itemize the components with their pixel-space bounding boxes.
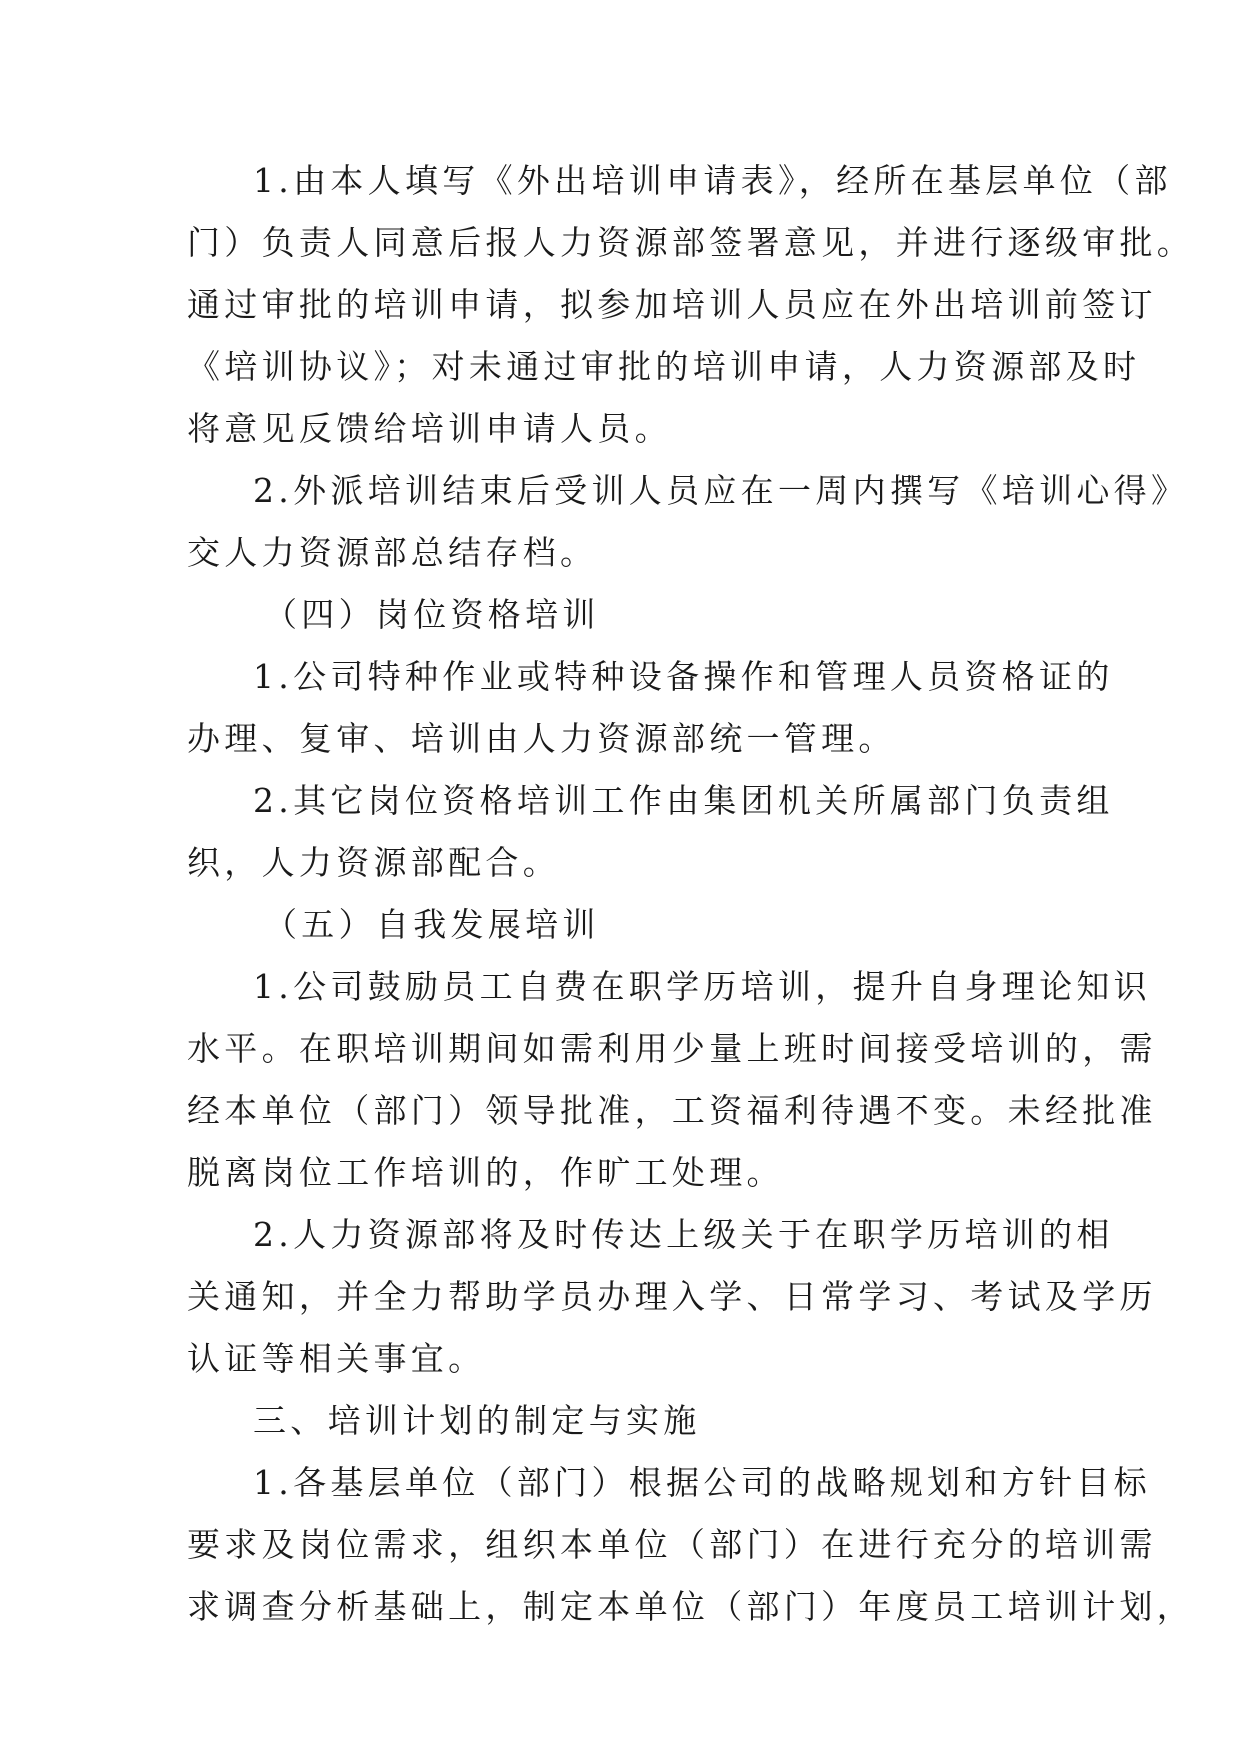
paragraph-line: 2.外派培训结束后受训人员应在一周内撰写《培训心得》 [253, 471, 1189, 510]
paragraph-line: 将意见反馈给培训申请人员。 [187, 409, 672, 448]
paragraph-line: 水平。在职培训期间如需利用少量上班时间接受培训的，需 [187, 1029, 1157, 1068]
paragraph-line: 门）负责人同意后报人力资源部签署意见，并进行逐级审批。 [187, 223, 1195, 262]
paragraph-line: 《培训协议》；对未通过审批的培训申请，人力资源部及时 [187, 347, 1141, 386]
paragraph-line: 认证等相关事宜。 [187, 1339, 486, 1378]
paragraph-line: 1.公司鼓励员工自费在职学历培训，提升自身理论知识 [253, 967, 1151, 1006]
paragraph-line: 2.其它岗位资格培训工作由集团机关所属部门负责组 [253, 781, 1114, 820]
paragraph-line: 办理、复审、培训由人力资源部统一管理。 [187, 719, 896, 758]
section-heading: 三、培训计划的制定与实施 [253, 1401, 701, 1440]
paragraph-line: 求调查分析基础上，制定本单位（部门）年度员工培训计划， [187, 1587, 1195, 1626]
paragraph-line: 交人力资源部总结存档。 [187, 533, 598, 572]
paragraph-line: 要求及岗位需求，组织本单位（部门）在进行充分的培训需 [187, 1525, 1157, 1564]
paragraph-line: 关通知，并全力帮助学员办理入学、日常学习、考试及学历 [187, 1277, 1157, 1316]
paragraph-line: 1.由本人填写《外出培训申请表》，经所在基层单位（部 [253, 161, 1172, 200]
section-heading: （五）自我发展培训 [264, 905, 600, 944]
paragraph-line: 脱离岗位工作培训的，作旷工处理。 [187, 1153, 784, 1192]
paragraph-line: 1.各基层单位（部门）根据公司的战略规划和方针目标 [253, 1463, 1151, 1502]
section-heading: （四）岗位资格培训 [264, 595, 600, 634]
paragraph-line: 1.公司特种作业或特种设备操作和管理人员资格证的 [253, 657, 1114, 696]
paragraph-line: 通过审批的培训申请，拟参加培训人员应在外出培训前签订 [187, 285, 1157, 324]
paragraph-line: 织，人力资源部配合。 [187, 843, 560, 882]
paragraph-line: 经本单位（部门）领导批准，工资福利待遇不变。未经批准 [187, 1091, 1157, 1130]
paragraph-line: 2.人力资源部将及时传达上级关于在职学历培训的相 [253, 1215, 1114, 1254]
